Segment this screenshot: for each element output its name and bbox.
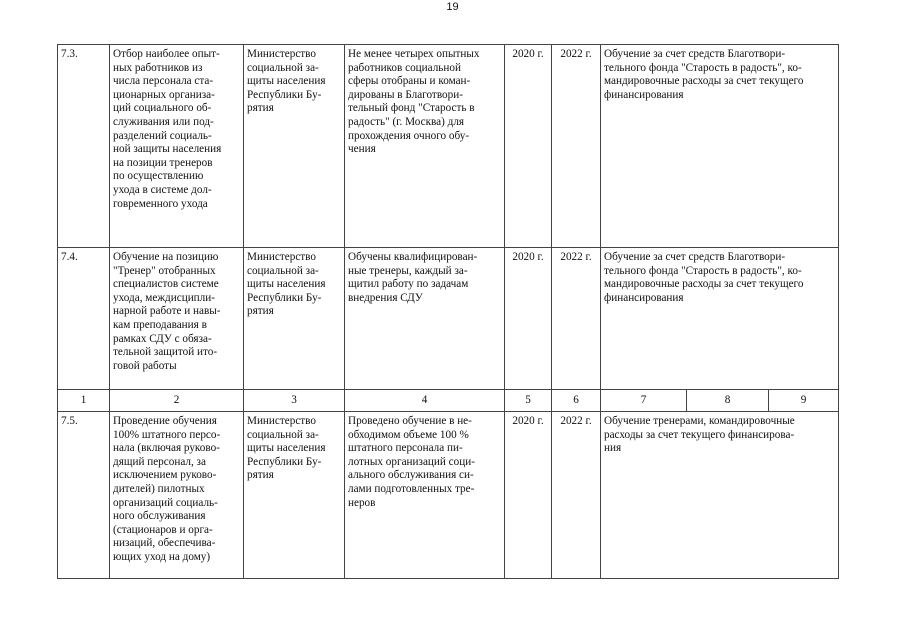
column-number: 2 xyxy=(110,390,244,412)
item-number: 7.5. xyxy=(58,412,110,579)
column-number: 6 xyxy=(552,390,601,412)
start-year-cell: 2020 г. xyxy=(505,412,552,579)
end-year-cell: 2022 г. xyxy=(552,412,601,579)
item-number: 7.4. xyxy=(58,248,110,390)
end-year-cell: 2022 г. xyxy=(552,45,601,248)
column-number: 5 xyxy=(505,390,552,412)
start-year-cell: 2020 г. xyxy=(505,248,552,390)
finance-cell: Обучение за счет средств Благотвори- тельного фонда "Старость в радость", ко- мандировочные расходы за счет текущего финансирования xyxy=(601,45,839,248)
column-number: 9 xyxy=(769,390,839,412)
action-cell: Обучение на позицию "Тренер" отобранных специалистов системе ухода, междисципли- нарной работе и навы- кам преподавания в рамках СДУ с обяза- тельной защитой ито- говой работы xyxy=(110,248,244,390)
column-number: 1 xyxy=(58,390,110,412)
item-number: 7.3. xyxy=(58,45,110,248)
result-cell: Обучены квалифицирован- ные тренеры, каждый за- щитил работу по задачам внедрения СДУ xyxy=(345,248,505,390)
action-cell: Проведение обучения 100% штатного персо- нала (включая руково- дящий персонал, за исключением руково- дителей) пилотных организаций социаль- ного обслуживания (стационаров и орга- низаций, обеспечива- ющих уход на дому) xyxy=(110,412,244,579)
result-cell: Не менее четырех опытных работников социальной сферы отобраны и коман- дированы в Благотвори- тельный фонд "Старость в радость" (г. Москва) для прохождения очного обу- чения xyxy=(345,45,505,248)
measures-table xyxy=(57,44,839,579)
column-number-row xyxy=(58,390,839,412)
start-year-cell: 2020 г. xyxy=(505,45,552,248)
column-number: 7 xyxy=(601,390,687,412)
finance-cell: Обучение тренерами, командировочные расходы за счет текущего финансирова- ния xyxy=(601,412,839,579)
table-row xyxy=(58,45,839,248)
table-row xyxy=(58,248,839,390)
column-number: 4 xyxy=(345,390,505,412)
end-year-cell: 2022 г. xyxy=(552,248,601,390)
column-number: 3 xyxy=(244,390,345,412)
executor-cell: Министерство социальной за- щиты населения Республики Бу- рятия xyxy=(244,248,345,390)
finance-cell: Обучение за счет средств Благотвори- тельного фонда "Старость в радость", ко- мандировочные расходы за счет текущего финансирования xyxy=(601,248,839,390)
action-cell: Отбор наиболее опыт- ных работников из числа персонала ста- ционарных организа- ций социального об- служивания или под- разделений социаль- ной защиты населения на позиции тренеров по осуществлению ухода в системе дол- говременного ухода xyxy=(110,45,244,248)
table-row xyxy=(58,412,839,579)
page-number: 19 xyxy=(446,1,459,13)
column-number: 8 xyxy=(687,390,769,412)
executor-cell: Министерство социальной за- щиты населения Республики Бу- рятия xyxy=(244,45,345,248)
executor-cell: Министерство социальной за- щиты населения Республики Бу- рятия xyxy=(244,412,345,579)
result-cell: Проведено обучение в не- обходимом объеме 100 % штатного персонала пи- лотных организаций соци- ального обслуживания си- лами подготовленных тре- неров xyxy=(345,412,505,579)
